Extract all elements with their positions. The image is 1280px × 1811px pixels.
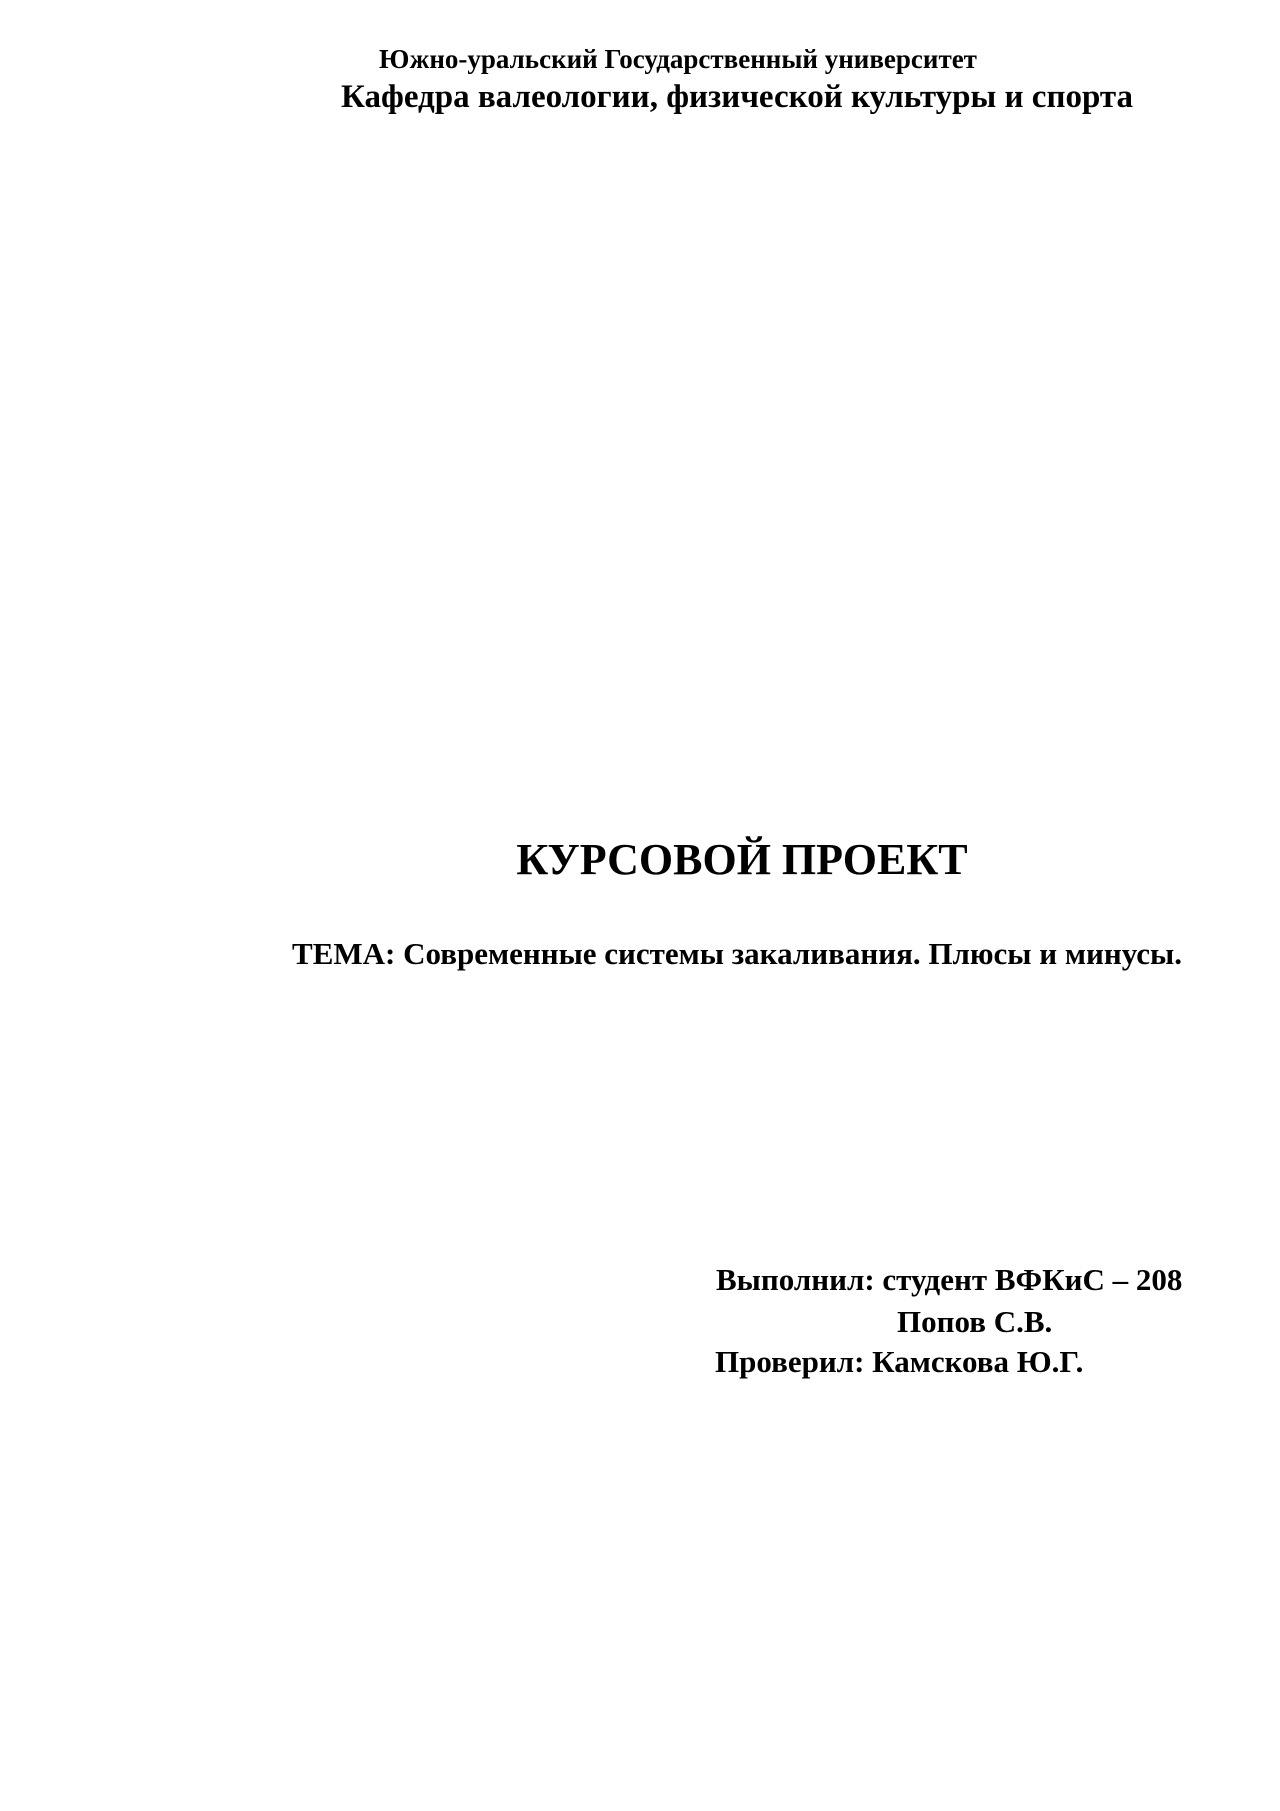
university-name-text: Южно-уральский Государственный университет [379, 44, 977, 74]
project-topic-text: ТЕМА: Современные системы закаливания. Плюсы и минусы. [292, 936, 1182, 971]
document-type-text: КУРСОВОЙ ПРОЕКТ [516, 835, 968, 884]
document-type-title [0, 835, 1280, 884]
department-name-text: Кафедра валеологии, физической культуры и спорта [341, 79, 1133, 115]
performed-by: Выполнил: студент ВФКиС – 208 [716, 1262, 1183, 1297]
department-name [0, 81, 1280, 114]
project-topic [0, 938, 1280, 969]
university-name [0, 46, 1280, 73]
checked-by: Проверил: Камскова Ю.Г. [715, 1344, 1084, 1379]
student-name: Попов С.В. [897, 1304, 1053, 1339]
